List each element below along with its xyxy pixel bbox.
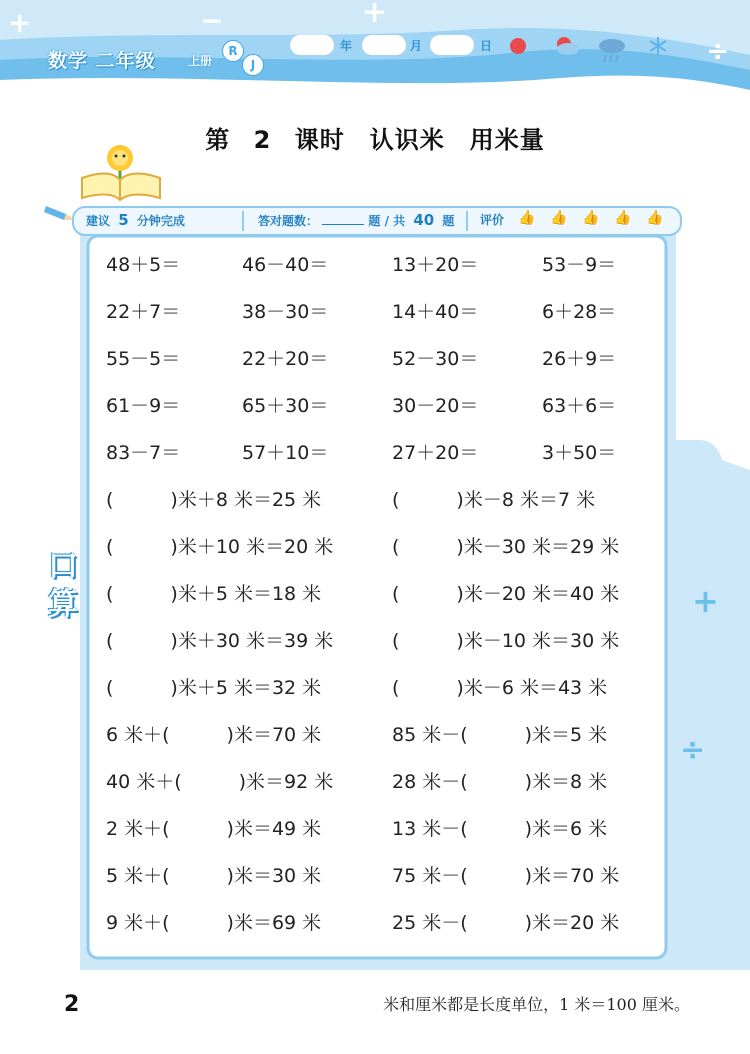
page-number: 2 — [64, 992, 80, 1017]
subject-label: 数学 二年级 — [48, 50, 156, 72]
problem: ( )米＋10 米＝20 米 — [106, 536, 334, 558]
footer-note: 米和厘米都是长度单位，1 米＝100 厘米。 — [383, 995, 690, 1014]
edition-badge-j: J — [242, 54, 264, 76]
rating-label: 评价 — [480, 213, 505, 227]
suggest-minutes: 5 — [118, 211, 129, 229]
lesson-title: 第 2 课时 认识米 用米量 — [205, 126, 545, 154]
problem: 75 米－( )米＝70 米 — [392, 865, 620, 887]
problem: 30－20＝ — [392, 395, 479, 417]
problem: 13 米－( )米＝6 米 — [392, 818, 608, 840]
svg-text:÷: ÷ — [706, 34, 730, 67]
problem: ( )米－6 米＝43 米 — [392, 677, 608, 699]
problem: 52－30＝ — [392, 348, 479, 370]
correct-count-field[interactable] — [322, 212, 364, 225]
problem: ( )米－8 米＝7 米 — [392, 489, 596, 511]
problem: 38－30＝ — [242, 301, 329, 323]
problem: 13＋20＝ — [392, 254, 479, 276]
correct-mid: 题 / 共 — [368, 214, 406, 228]
problem: 65＋30＝ — [242, 395, 329, 417]
suggest-suffix: 分钟完成 — [136, 214, 185, 228]
problem: 63＋6＝ — [542, 395, 617, 417]
problem: 28 米－( )米＝8 米 — [392, 771, 608, 793]
correct-prefix: 答对题数： — [258, 214, 319, 228]
suggest-time — [86, 211, 185, 229]
thumb-icon-3[interactable]: 👍 — [582, 210, 600, 226]
day-label: 日 — [480, 39, 493, 53]
problem: 46－40＝ — [242, 254, 329, 276]
problem: ( )米＋8 米＝25 米 — [106, 489, 322, 511]
volume-label: 上册 — [188, 54, 213, 68]
section-char-2: 算 — [48, 587, 78, 622]
score-count — [258, 211, 454, 229]
problem: 83－7＝ — [106, 442, 181, 464]
book-flower-illustration — [82, 145, 160, 200]
section-label-mental-math — [42, 548, 84, 624]
problem: 22＋20＝ — [242, 348, 329, 370]
problem: 61－9＝ — [106, 395, 181, 417]
problem: 85 米－( )米＝5 米 — [392, 724, 608, 746]
problem: ( )米＋5 米＝32 米 — [106, 677, 322, 699]
suggest-prefix: 建议 — [86, 214, 111, 228]
info-divider — [242, 211, 244, 231]
problem: 26＋9＝ — [542, 348, 617, 370]
problem: 5 米＋( )米＝30 米 — [106, 865, 322, 887]
problem: 40 米＋( )米＝92 米 — [106, 771, 334, 793]
svg-text:+: + — [692, 582, 719, 620]
thumb-icon-4[interactable]: 👍 — [614, 210, 632, 226]
problem: ( )米＋5 米＝18 米 — [106, 583, 322, 605]
problem: 14＋40＝ — [392, 301, 479, 323]
problem: 25 米－( )米＝20 米 — [392, 912, 620, 934]
thumb-icon-5[interactable]: 👍 — [646, 210, 664, 226]
problem: 53－9＝ — [542, 254, 617, 276]
svg-text:+: + — [8, 6, 32, 39]
total-suffix: 题 — [442, 214, 455, 228]
month-label: 月 — [410, 39, 423, 53]
problem: 57＋10＝ — [242, 442, 329, 464]
problem: 3＋50＝ — [542, 442, 617, 464]
info-divider — [466, 211, 468, 231]
problem: 27＋20＝ — [392, 442, 479, 464]
problem: 55－5＝ — [106, 348, 181, 370]
thumb-icon-2[interactable]: 👍 — [550, 210, 568, 226]
svg-text:÷: ÷ — [680, 733, 706, 768]
problem: ( )米－10 米＝30 米 — [392, 630, 620, 652]
problem: 6＋28＝ — [542, 301, 617, 323]
problem: ( )米－20 米＝40 米 — [392, 583, 620, 605]
problem: ( )米＋30 米＝39 米 — [106, 630, 334, 652]
section-char-1: 口 — [48, 549, 78, 584]
problem: 6 米＋( )米＝70 米 — [106, 724, 322, 746]
problem: 9 米＋( )米＝69 米 — [106, 912, 322, 934]
svg-text:+: + — [362, 0, 388, 30]
problem: 2 米＋( )米＝49 米 — [106, 818, 322, 840]
svg-text:−: − — [200, 4, 224, 37]
edition-badge-r: R — [222, 40, 244, 62]
problem: 48＋5＝ — [106, 254, 181, 276]
problem: ( )米－30 米＝29 米 — [392, 536, 620, 558]
year-label: 年 — [340, 39, 353, 53]
thumb-icon-1[interactable]: 👍 — [518, 210, 536, 226]
info-bar — [72, 206, 682, 236]
problem: 22＋7＝ — [106, 301, 181, 323]
total-count: 40 — [413, 211, 435, 229]
